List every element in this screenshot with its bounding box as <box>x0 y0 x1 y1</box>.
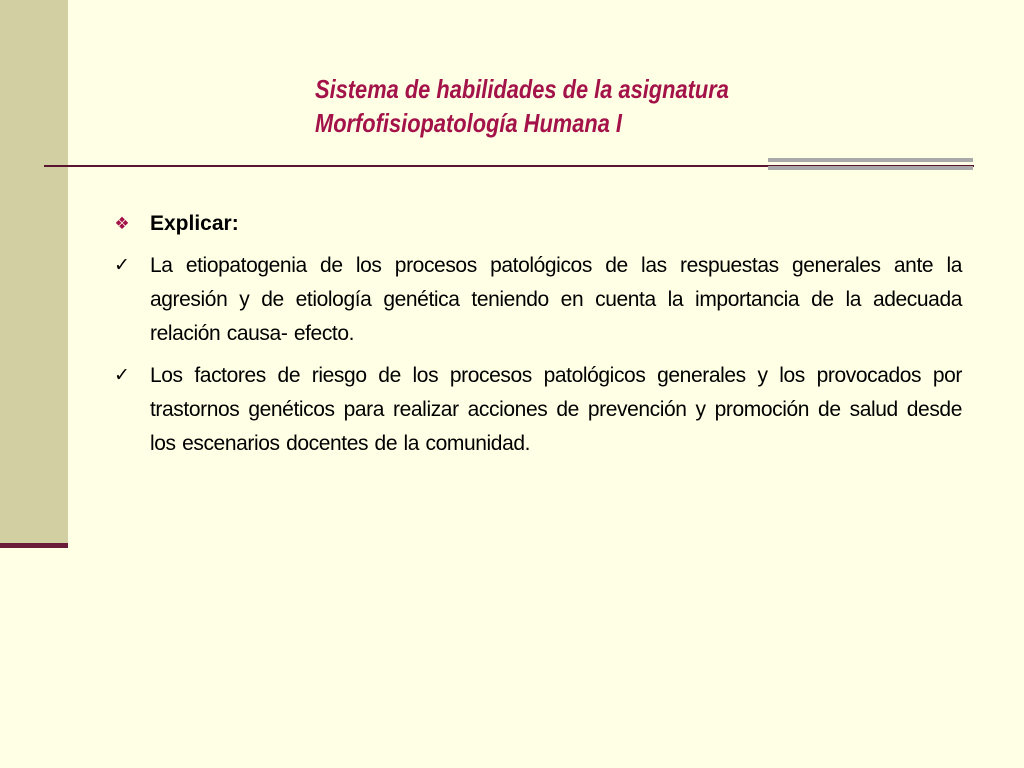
checkmark-icon: ✓ <box>114 255 130 276</box>
title-line-1: Sistema de habilidades de la asignatura <box>315 74 729 104</box>
heading-text: Explicar: <box>150 212 239 235</box>
slide-title <box>315 72 853 140</box>
slide-body <box>110 207 962 469</box>
accent-stripe <box>768 158 973 162</box>
left-bar-underline <box>0 543 68 548</box>
divider-accent-stripes <box>768 158 973 178</box>
left-decorative-bar <box>0 0 68 546</box>
list-item-text: La etiopatogenia de los procesos patológicos de las respuestas generales ante la agresión y de etiología genética teniendo en cuenta la importancia de la adecuada relación causa- efecto. <box>150 254 962 345</box>
heading-item <box>110 207 962 241</box>
accent-stripe <box>768 166 973 170</box>
list-item-text: Los factores de riesgo de los procesos patológicos generales y los provocados por trastornos genéticos para realizar acciones de prevención y promoción de salud desde los escenarios docentes de la comunidad. <box>150 364 962 455</box>
title-line-2: Morfofisiopatología Humana I <box>315 108 622 138</box>
diamond-bullet-icon: ❖ <box>114 214 130 233</box>
checkmark-icon: ✓ <box>114 365 130 386</box>
list-item <box>110 249 962 351</box>
list-item <box>110 359 962 461</box>
